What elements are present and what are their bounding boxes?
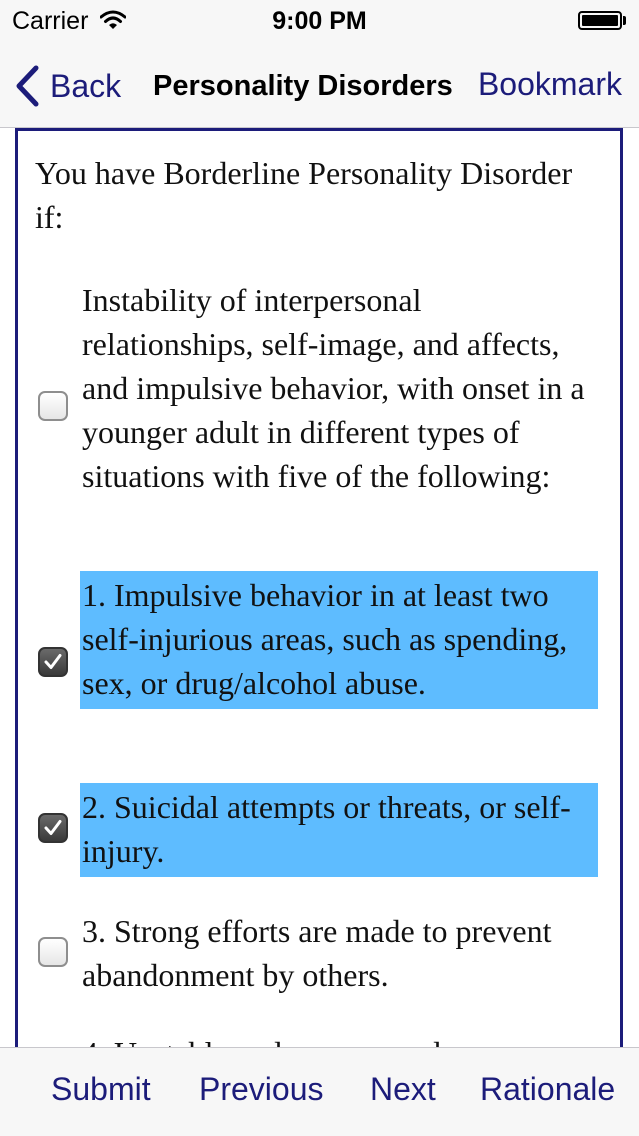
- question-frame: [15, 128, 623, 1058]
- checkbox[interactable]: [38, 813, 68, 843]
- status-bar: [0, 0, 639, 42]
- carrier-label: Carrier: [12, 7, 89, 35]
- bookmark-button[interactable]: Bookmark: [477, 66, 622, 102]
- checkmark-icon: [43, 818, 63, 838]
- bottom-toolbar: [0, 1047, 639, 1136]
- option-text[interactable]: 2. Suicidal attempts or threats, or self-injury.: [80, 783, 598, 877]
- chevron-left-icon: [14, 65, 40, 107]
- previous-button[interactable]: Previous: [199, 1071, 324, 1107]
- next-button[interactable]: Next: [370, 1071, 436, 1107]
- submit-button[interactable]: Submit: [51, 1071, 151, 1107]
- question-text: You have Borderline Personality Disorder if:: [35, 155, 573, 235]
- option-text[interactable]: 3. Strong efforts are made to prevent abandonment by others.: [82, 913, 552, 993]
- option-text[interactable]: Instability of interpersonal relationships, self-image, and affects, and impulsive behavior, with onset in a younger adult in different types of situations with five of the following:: [82, 282, 585, 494]
- checkmark-icon: [43, 652, 63, 672]
- navigation-bar: [0, 42, 639, 128]
- checkbox[interactable]: [38, 391, 68, 421]
- checkbox[interactable]: [38, 647, 68, 677]
- checkbox[interactable]: [38, 937, 68, 967]
- battery-tip: [623, 16, 626, 25]
- back-label: Back: [50, 67, 122, 104]
- page-title: Personality Disorders: [153, 70, 453, 102]
- back-button[interactable]: [14, 64, 121, 108]
- option-text[interactable]: 1. Impulsive behavior in at least two self-injurious areas, such as spending, sex, or drug/alcohol abuse.: [80, 571, 598, 709]
- rationale-button[interactable]: Rationale: [480, 1071, 616, 1107]
- battery-icon: [578, 11, 622, 30]
- status-time: 9:00 PM: [272, 7, 367, 35]
